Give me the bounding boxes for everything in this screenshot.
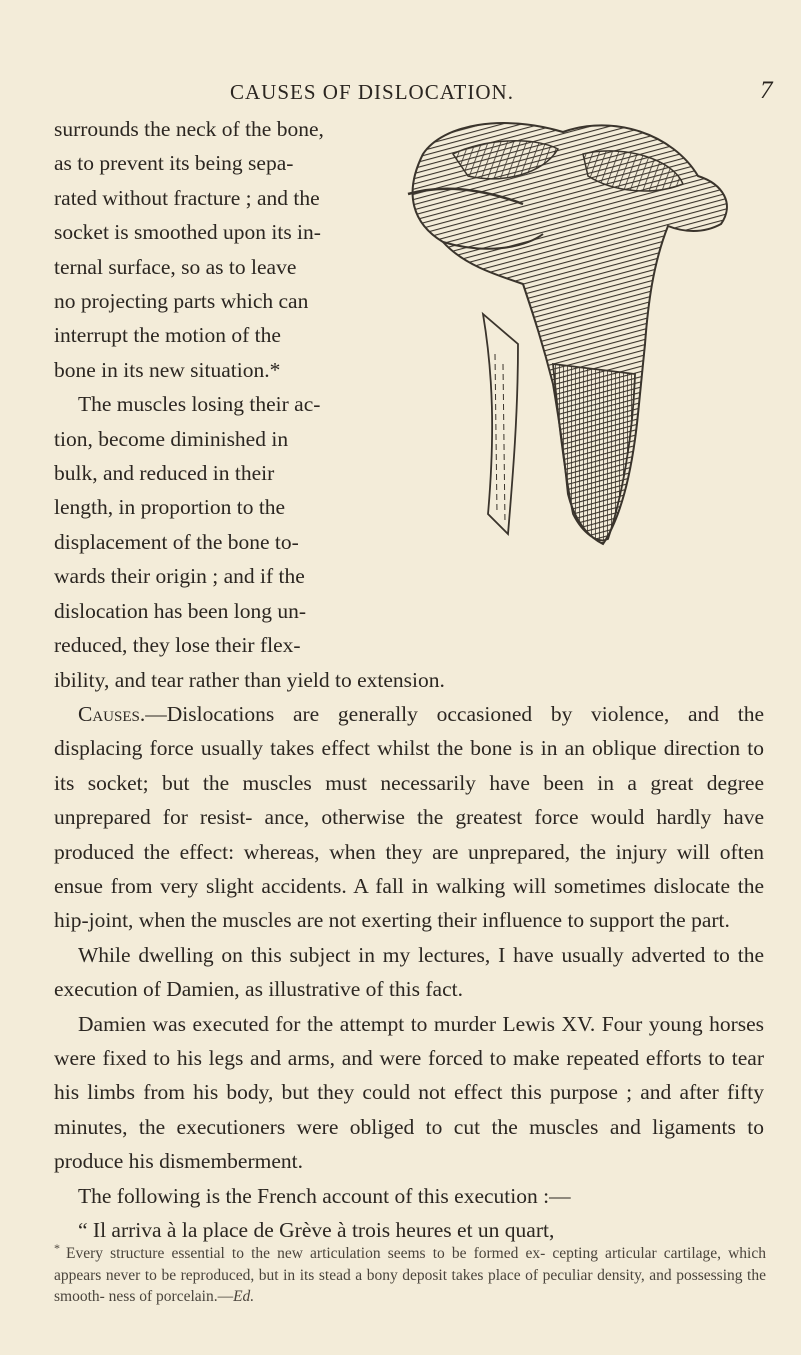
paragraph: While dwelling on this subject in my lectures, I have usually adverted to the execution of Damien, as illustrative of this fact. [54, 942, 764, 1002]
text-line: as to prevent its being sepa- [54, 151, 294, 176]
causes-text: —Dislocations are generally occasioned by violence, and the displacing force usually takes effect whilst the bone is in an oblique direction to its socket; but the muscles must necessarily have been in a great degree unprepared for resist- ance, otherwise the greatest force would hardly have produced the effect: whereas, when they are unprepared, the injury will often ensue from very slight accidents. A fall in walking will sometimes dislocate the hip-joint, when the muscles are not exerting their influence to support the part. [54, 701, 764, 933]
footnote-marker: * [54, 1241, 60, 1255]
text-line: displacement of the bone to- [54, 529, 299, 554]
text-line: wards their origin ; and if the [54, 564, 305, 589]
text-line: dislocation has been long un- [54, 598, 306, 623]
text-line: socket is smoothed upon its in- [54, 220, 321, 245]
text-line: ternal surface, so as to leave [54, 254, 297, 279]
text-line: reduced, they lose their flex- [54, 633, 301, 658]
text-line: tion, become diminished in [54, 426, 289, 451]
main-text [54, 112, 764, 1247]
running-title: CAUSES OF DISLOCATION. [230, 80, 514, 104]
text-line: ibility, and tear rather than yield to extension. [54, 667, 445, 692]
text-line: length, in proportion to the [54, 495, 286, 520]
text-line: rated without fracture ; and the [54, 185, 320, 210]
causes-heading: Causes. [78, 701, 146, 726]
text-line: no projecting parts which can [54, 289, 309, 314]
paragraph: The following is the French account of this execution :— [78, 1183, 571, 1208]
paragraph: “ Il arriva à la place de Grève à trois heures et un quart, [78, 1218, 555, 1242]
text-line: surrounds the neck of the bone, [54, 117, 324, 141]
text-line: The muscles losing their ac- [78, 392, 321, 417]
text-line: bone in its new situation.* [54, 357, 281, 382]
wrapped-text-block [54, 112, 764, 663]
paragraph: Damien was executed for the attempt to murder Lewis XV. Four young horses were fixed to his legs and arms, and were forced to make repeated efforts to tear his limbs from his body, but they could not effect this purpose ; and after fifty minutes, the executioners were obliged to cut the muscles and ligaments to produce his dismemberment. [54, 1011, 764, 1174]
text-line: bulk, and reduced in their [54, 461, 275, 486]
page-number: 7 [760, 77, 773, 104]
causes-paragraph [54, 697, 764, 938]
footnote-signature: Ed. [233, 1288, 255, 1306]
text-line: interrupt the motion of the [54, 323, 281, 348]
footnote-text: Every structure essential to the new articulation seems to be formed ex- cepting articular cartilage, which appears never to be reproduced, but in its stead a bony deposit takes place of peculiar density, and possessing the smooth- ness of porcelain.— [54, 1245, 766, 1306]
footnote [54, 1238, 766, 1308]
